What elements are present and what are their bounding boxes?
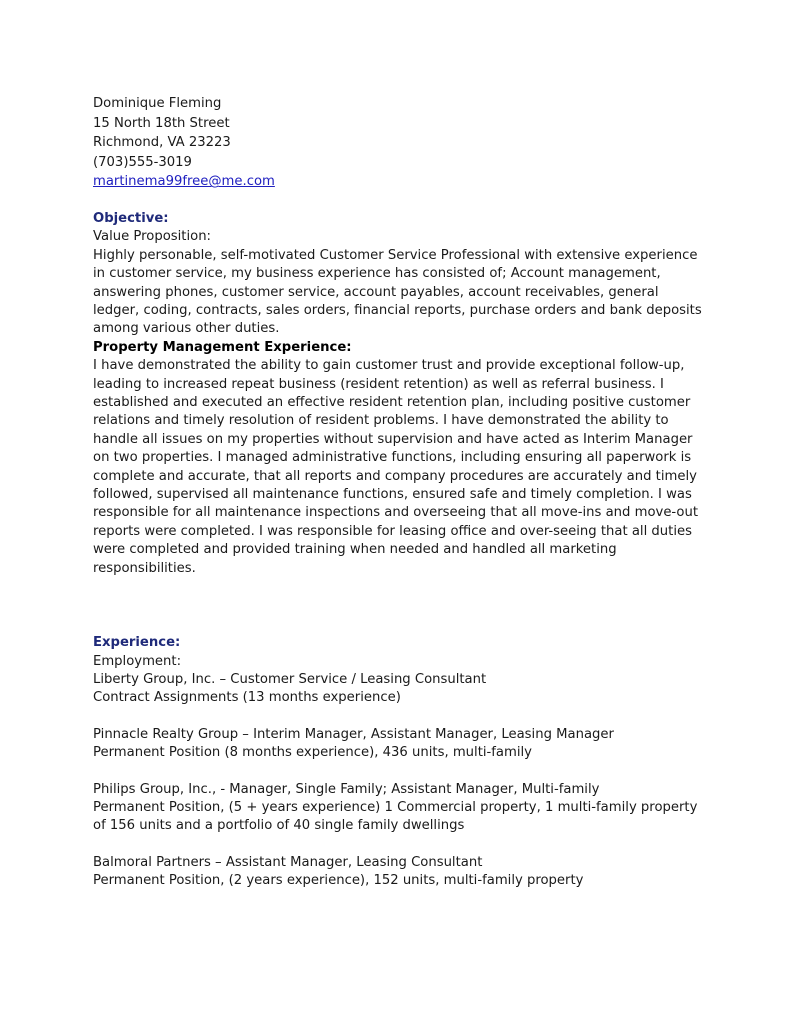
section-paragraph-objective: Highly personable, self-motivated Customer Service Professional with extensive experience in customer service, my business experience has consisted of; Account management, answering phones, customer service, account payables, account receivables, general ledger, coding, contracts, sales orders, financial reports, purchase orders and bank deposits among various other duties.	[93, 247, 702, 337]
contact-email-line	[93, 172, 708, 192]
job-title: Philips Group, Inc., - Manager, Single Family; Assistant Manager, Multi-family	[93, 781, 600, 797]
job-entry-balmoral-partners	[93, 854, 708, 891]
section-property-management	[93, 339, 708, 578]
spacer-between-jobs-3	[93, 836, 708, 854]
section-subheading-employment: Employment:	[93, 653, 182, 669]
job-entry-philips-group	[93, 781, 708, 836]
spacer-before-experience	[93, 578, 708, 634]
contact-street: 15 North 18th Street	[93, 115, 230, 131]
section-paragraph-property-management: I have demonstrated the ability to gain customer trust and provide exceptional follow-up, leading to increased repeat business (resident retention) as well as referral business. I established and executed an effective resident retention plan, including positive customer relations and timely resolution of resident problems. I have demonstrated the ability to handle all issues on my properties without supervision and have acted as Interim Manager on two properties. I managed administrative functions, including ensuring all paperwork is complete and accurate, that all reports and company procedures are accurately and timely followed, supervised all maintenance functions, ensured safe and timely completion. I was responsible for all maintenance inspections and overseeing that all move-ins and move-out reports were completed. I was responsible for leasing office and over-seeing that all duties were completed and provided training when needed and handled all marketing responsibilities.	[93, 358, 699, 576]
job-title: Liberty Group, Inc. – Customer Service / Leasing Consultant	[93, 671, 487, 687]
job-details: Permanent Position (8 months experience), 436 units, multi-family	[93, 745, 532, 761]
spacer-after-contact	[93, 192, 708, 210]
job-details: Contract Assignments (13 months experience)	[93, 690, 401, 706]
contact-city-state-zip: Richmond, VA 23223	[93, 135, 231, 151]
section-objective	[93, 210, 708, 339]
contact-phone: (703)555-3019	[93, 154, 192, 170]
email-link[interactable]: martinema99free@me.com	[93, 174, 275, 190]
spacer-between-jobs-1	[93, 708, 708, 726]
job-entry-liberty-group	[93, 671, 708, 708]
section-experience	[93, 634, 708, 890]
job-details: Permanent Position, (5 + years experience) 1 Commercial property, 1 multi-family property of 156 units and a portfolio of 40 single family dwellings	[93, 799, 702, 834]
job-title: Pinnacle Realty Group – Interim Manager, Assistant Manager, Leasing Manager	[93, 726, 614, 742]
resume-content	[93, 94, 708, 891]
job-entry-pinnacle-realty-group	[93, 726, 708, 763]
job-title: Balmoral Partners – Assistant Manager, Leasing Consultant	[93, 854, 483, 870]
spacer-between-jobs-2	[93, 763, 708, 781]
section-heading-experience: Experience:	[93, 635, 181, 651]
section-subheading-value-proposition: Value Proposition:	[93, 229, 212, 245]
contact-block	[93, 94, 708, 192]
section-heading-objective: Objective:	[93, 210, 169, 226]
candidate-name: Dominique Fleming	[93, 96, 222, 111]
job-details: Permanent Position, (2 years experience), 152 units, multi-family property	[93, 873, 584, 889]
section-heading-property-management: Property Management Experience:	[93, 339, 352, 355]
